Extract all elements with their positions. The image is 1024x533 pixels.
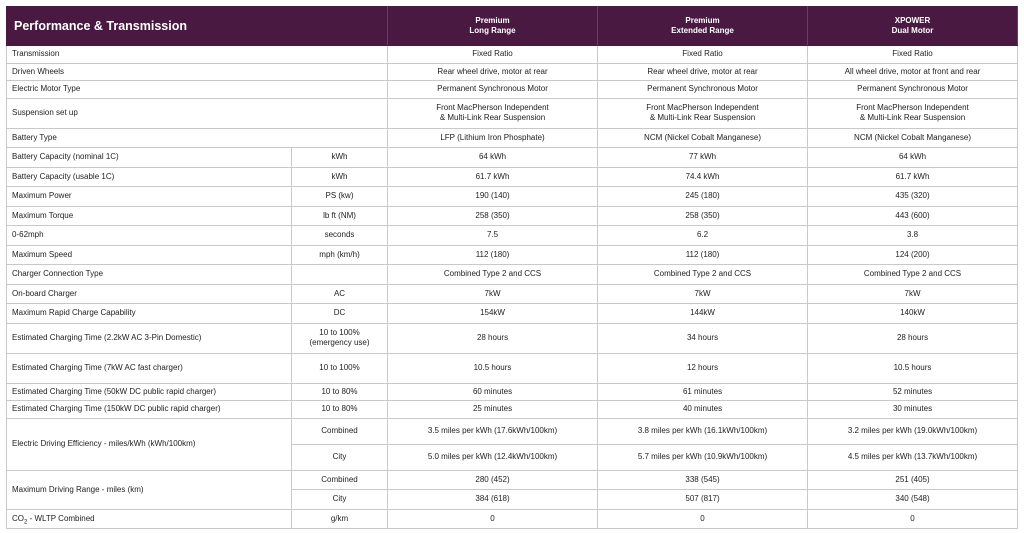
row-label: Electric Driving Efficiency - miles/kWh (kWh/100km) [7,418,292,470]
row-label: Estimated Charging Time (150kW DC public rapid charger) [7,401,292,419]
unit-line: 10 to 100% [319,328,360,337]
cell-value: 10.5 hours [808,353,1018,383]
cell-value: 5.0 miles per kWh (12.4kWh/100km) [388,444,598,470]
table-row [7,418,1018,444]
cell-value: 30 minutes [808,401,1018,419]
cell-value: 190 (140) [388,187,598,207]
cell-value: 384 (618) [388,490,598,510]
table-row [7,148,1018,168]
cell-value: 61 minutes [598,383,808,401]
cell-value: 40 minutes [598,401,808,419]
cell-value: Combined Type 2 and CCS [388,265,598,285]
row-unit: kWh [292,167,388,187]
cell-value: 258 (350) [598,206,808,226]
cell-value: 3.5 miles per kWh (17.6kWh/100km) [388,418,598,444]
row-label: Battery Type [7,128,388,148]
table-row [7,470,1018,490]
row-label: On-board Charger [7,284,292,304]
header-row [7,7,1018,46]
row-label: Estimated Charging Time (7kW AC fast charger) [7,353,292,383]
cell-line: & Multi-Link Rear Suspension [859,113,966,122]
column-header-premium-extended-range [598,7,808,46]
cell-value [598,98,808,128]
column-header-xpower-dual-motor [808,7,1018,46]
table-title: Performance & Transmission [7,7,388,46]
cell-value: 10.5 hours [388,353,598,383]
row-unit: mph (km/h) [292,245,388,265]
table-row [7,81,1018,99]
cell-value: Rear wheel drive, motor at rear [388,63,598,81]
cell-value: 258 (350) [388,206,598,226]
column-header-line2: Long Range [469,26,516,35]
table-row [7,128,1018,148]
table-row [7,226,1018,246]
row-unit: DC [292,304,388,324]
cell-value: 245 (180) [598,187,808,207]
cell-value: 4.5 miles per kWh (13.7kWh/100km) [808,444,1018,470]
row-unit: g/km [292,509,388,529]
row-label: Maximum Speed [7,245,292,265]
table-row [7,187,1018,207]
cell-value: 7.5 [388,226,598,246]
cell-value: 7kW [388,284,598,304]
cell-value: Fixed Ratio [808,46,1018,64]
spec-table [6,6,1018,529]
cell-value: 7kW [598,284,808,304]
cell-value: 340 (548) [808,490,1018,510]
cell-value: NCM (Nickel Cobalt Manganese) [598,128,808,148]
cell-value: Fixed Ratio [598,46,808,64]
cell-value: 251 (405) [808,470,1018,490]
row-label: Estimated Charging Time (50kW DC public rapid charger) [7,383,292,401]
column-header-line2: Extended Range [671,26,734,35]
table-row [7,265,1018,285]
row-label: Battery Capacity (nominal 1C) [7,148,292,168]
table-row [7,353,1018,383]
cell-value: 12 hours [598,353,808,383]
row-unit: seconds [292,226,388,246]
table-row [7,167,1018,187]
cell-value: 338 (545) [598,470,808,490]
cell-value: Combined Type 2 and CCS [808,265,1018,285]
column-header-line2: Dual Motor [891,26,934,35]
row-label: Maximum Torque [7,206,292,226]
cell-value: 154kW [388,304,598,324]
cell-value: 64 kWh [808,148,1018,168]
row-unit [292,323,388,353]
table-row [7,383,1018,401]
cell-value: 124 (200) [808,245,1018,265]
table-row [7,63,1018,81]
table-row [7,245,1018,265]
cell-value: 7kW [808,284,1018,304]
cell-value: 280 (452) [388,470,598,490]
cell-value: 6.2 [598,226,808,246]
cell-value: 0 [598,509,808,529]
row-label: Electric Motor Type [7,81,388,99]
cell-value: 443 (600) [808,206,1018,226]
cell-value: 61.7 kWh [388,167,598,187]
cell-value: Rear wheel drive, motor at rear [598,63,808,81]
cell-value: 435 (320) [808,187,1018,207]
cell-value: 112 (180) [388,245,598,265]
cell-value: LFP (Lithium Iron Phosphate) [388,128,598,148]
row-unit: PS (kw) [292,187,388,207]
unit-line: (emergency use) [309,338,370,347]
cell-value: Combined Type 2 and CCS [598,265,808,285]
row-label: 0-62mph [7,226,292,246]
cell-value [388,98,598,128]
row-label: Charger Connection Type [7,265,292,285]
column-header-line1: Premium [685,16,720,25]
cell-value: 60 minutes [388,383,598,401]
cell-line: & Multi-Link Rear Suspension [649,113,756,122]
cell-value: 25 minutes [388,401,598,419]
cell-value: 74.4 kWh [598,167,808,187]
row-label: Transmission [7,46,388,64]
co2-label-pre: CO [12,513,24,523]
row-unit: Combined [292,418,388,444]
row-label: Maximum Power [7,187,292,207]
row-unit: 10 to 100% [292,353,388,383]
cell-value: 0 [388,509,598,529]
cell-value: 3.2 miles per kWh (19.0kWh/100km) [808,418,1018,444]
co2-label-post: - WLTP Combined [27,513,95,523]
row-unit: City [292,490,388,510]
table-row [7,401,1018,419]
cell-line: Front MacPherson Independent [436,103,549,112]
row-label: Suspension set up [7,98,388,128]
row-unit: lb ft (NM) [292,206,388,226]
cell-value: All wheel drive, motor at front and rear [808,63,1018,81]
cell-value: 61.7 kWh [808,167,1018,187]
cell-value: 3.8 [808,226,1018,246]
row-label-co2 [7,509,292,529]
cell-value: 34 hours [598,323,808,353]
cell-line: Front MacPherson Independent [646,103,759,112]
cell-value: 112 (180) [598,245,808,265]
cell-value: 507 (817) [598,490,808,510]
row-unit: kWh [292,148,388,168]
cell-value: 52 minutes [808,383,1018,401]
row-unit: City [292,444,388,470]
column-header-line1: XPOWER [894,16,931,25]
cell-value: Fixed Ratio [388,46,598,64]
cell-value: 64 kWh [388,148,598,168]
cell-value: 28 hours [388,323,598,353]
table-row [7,46,1018,64]
cell-value: Permanent Synchronous Motor [808,81,1018,99]
table-row [7,284,1018,304]
cell-value: 3.8 miles per kWh (16.1kWh/100km) [598,418,808,444]
column-header-premium-long-range [388,7,598,46]
row-unit: 10 to 80% [292,383,388,401]
cell-value: 77 kWh [598,148,808,168]
cell-value: Permanent Synchronous Motor [598,81,808,99]
row-label: Driven Wheels [7,63,388,81]
column-header-line1: Premium [475,16,510,25]
table-row [7,509,1018,529]
table-row [7,323,1018,353]
table-row [7,304,1018,324]
row-unit: 10 to 80% [292,401,388,419]
row-unit [292,265,388,285]
cell-value: 0 [808,509,1018,529]
cell-value [808,98,1018,128]
cell-value: Permanent Synchronous Motor [388,81,598,99]
cell-value: 140kW [808,304,1018,324]
co2-label-sub: 2 [24,519,28,526]
row-label: Estimated Charging Time (2.2kW AC 3-Pin Domestic) [7,323,292,353]
row-unit: Combined [292,470,388,490]
cell-line: Front MacPherson Independent [856,103,969,112]
cell-value: 28 hours [808,323,1018,353]
table-row [7,98,1018,128]
cell-line: & Multi-Link Rear Suspension [439,113,546,122]
cell-value: NCM (Nickel Cobalt Manganese) [808,128,1018,148]
row-label: Battery Capacity (usable 1C) [7,167,292,187]
row-label: Maximum Rapid Charge Capability [7,304,292,324]
cell-value: 144kW [598,304,808,324]
table-row [7,206,1018,226]
row-label: Maximum Driving Range - miles (km) [7,470,292,509]
cell-value: 5.7 miles per kWh (10.9kWh/100km) [598,444,808,470]
row-unit: AC [292,284,388,304]
